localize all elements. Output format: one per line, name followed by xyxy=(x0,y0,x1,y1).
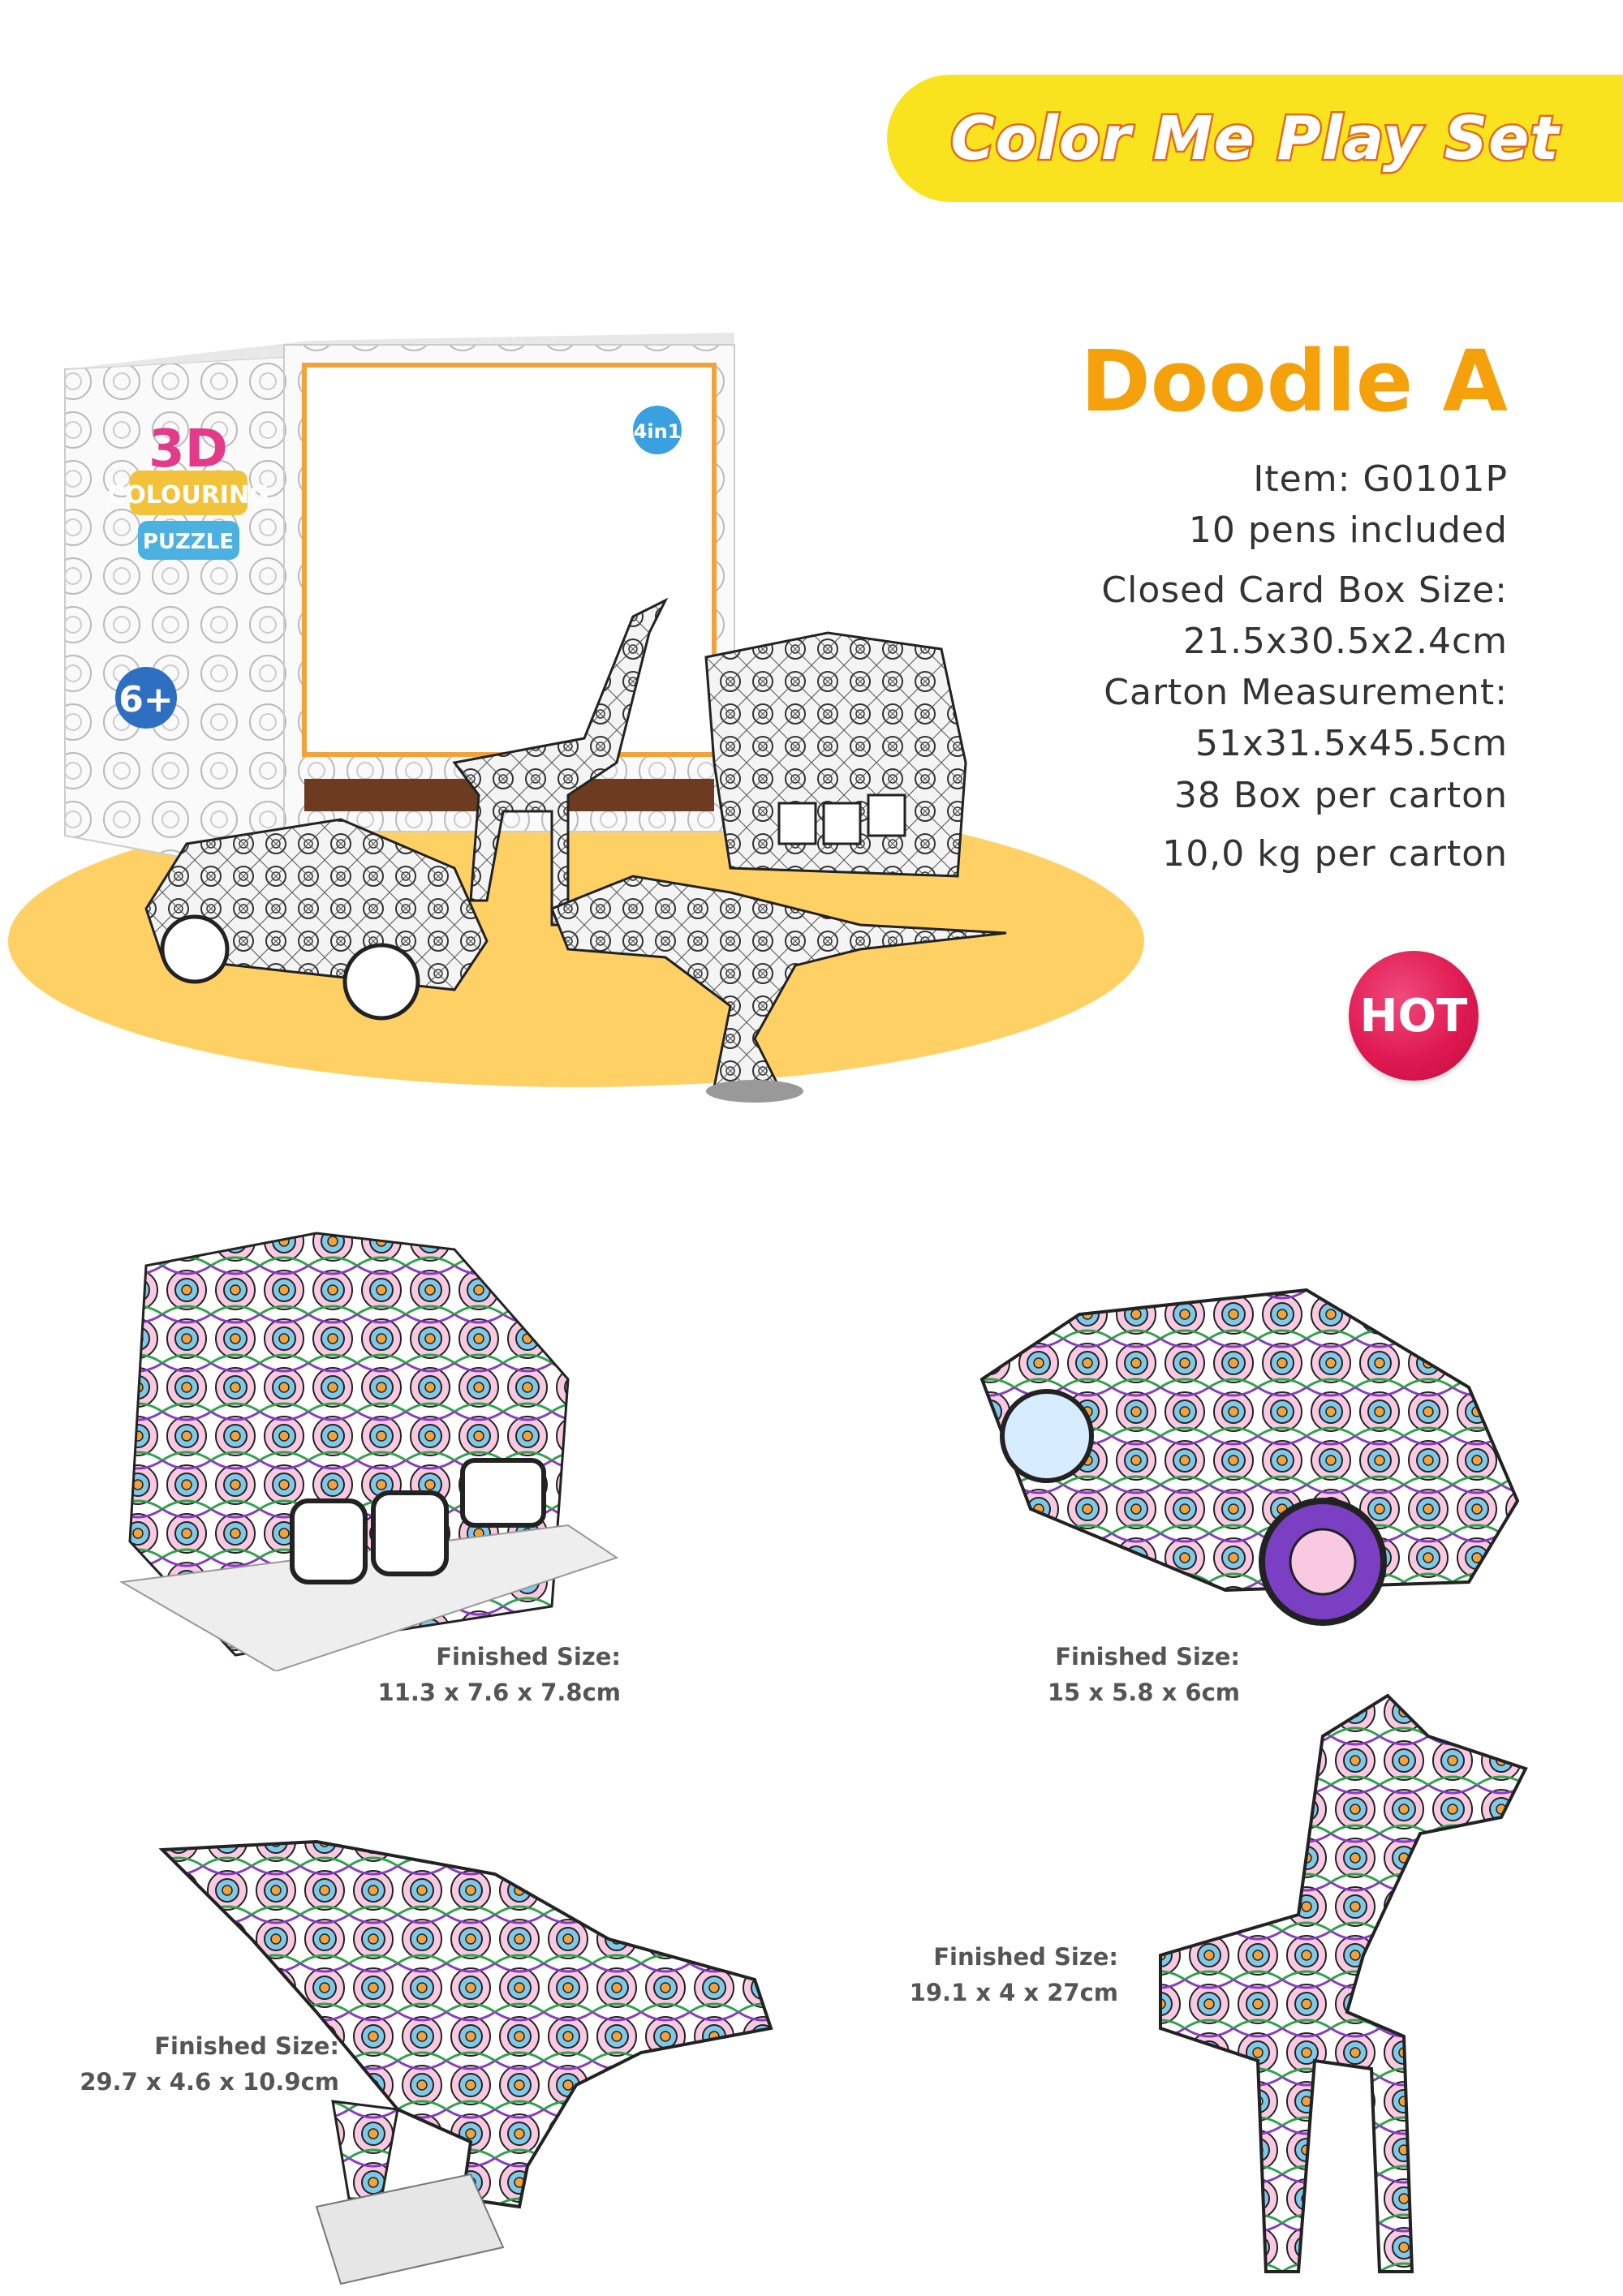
spec-carton-label: Carton Measurement: xyxy=(1104,672,1508,713)
spec-item: Item: G0101P xyxy=(1253,458,1508,500)
house-image xyxy=(114,1217,633,1671)
car-caption-size: 15 x 5.8 x 6cm xyxy=(1047,1679,1240,1706)
hero-product-image xyxy=(0,308,1152,1152)
box-3d: 3D xyxy=(149,419,228,479)
hero-house xyxy=(706,633,966,876)
dinosaur-caption-size: 29.7 x 4.6 x 10.9cm xyxy=(80,2068,339,2096)
dinosaur-caption-label: Finished Size: xyxy=(154,2032,339,2060)
spec-box-size-label: Closed Card Box Size: xyxy=(1101,570,1508,611)
product-title: Doodle A xyxy=(1080,332,1508,431)
spec-pens: 10 pens included xyxy=(1188,510,1508,551)
giraffe-caption-label: Finished Size: xyxy=(933,1943,1118,1971)
dinosaur-caption xyxy=(80,2028,339,2100)
box-line2: PUZZLE xyxy=(142,530,235,554)
spec-weight: 10,0 kg per carton xyxy=(1162,833,1508,875)
box-line1: COLOURING xyxy=(107,481,269,510)
giraffe-caption xyxy=(910,1939,1118,2010)
spec-box-size-value: 21.5x30.5x2.4cm xyxy=(1182,621,1508,662)
house-caption-size: 11.3 x 7.6 x 7.8cm xyxy=(377,1679,621,1706)
house-caption-label: Finished Size: xyxy=(436,1643,621,1670)
spec-box-count: 38 Box per carton xyxy=(1173,775,1508,816)
house-caption xyxy=(377,1639,621,1710)
hot-badge: HOT xyxy=(1349,951,1479,1081)
box-combo: 4in1 xyxy=(633,420,682,443)
car-image xyxy=(966,1241,1526,1647)
box-age: 6+ xyxy=(118,679,174,720)
spec-carton-value: 51x31.5x45.5cm xyxy=(1195,723,1508,764)
giraffe-caption-size: 19.1 x 4 x 27cm xyxy=(909,1979,1118,2006)
banner-title: Color Me Play Set xyxy=(950,103,1560,174)
giraffe-image xyxy=(1136,1688,1582,2296)
car-caption-label: Finished Size: xyxy=(1055,1643,1240,1670)
